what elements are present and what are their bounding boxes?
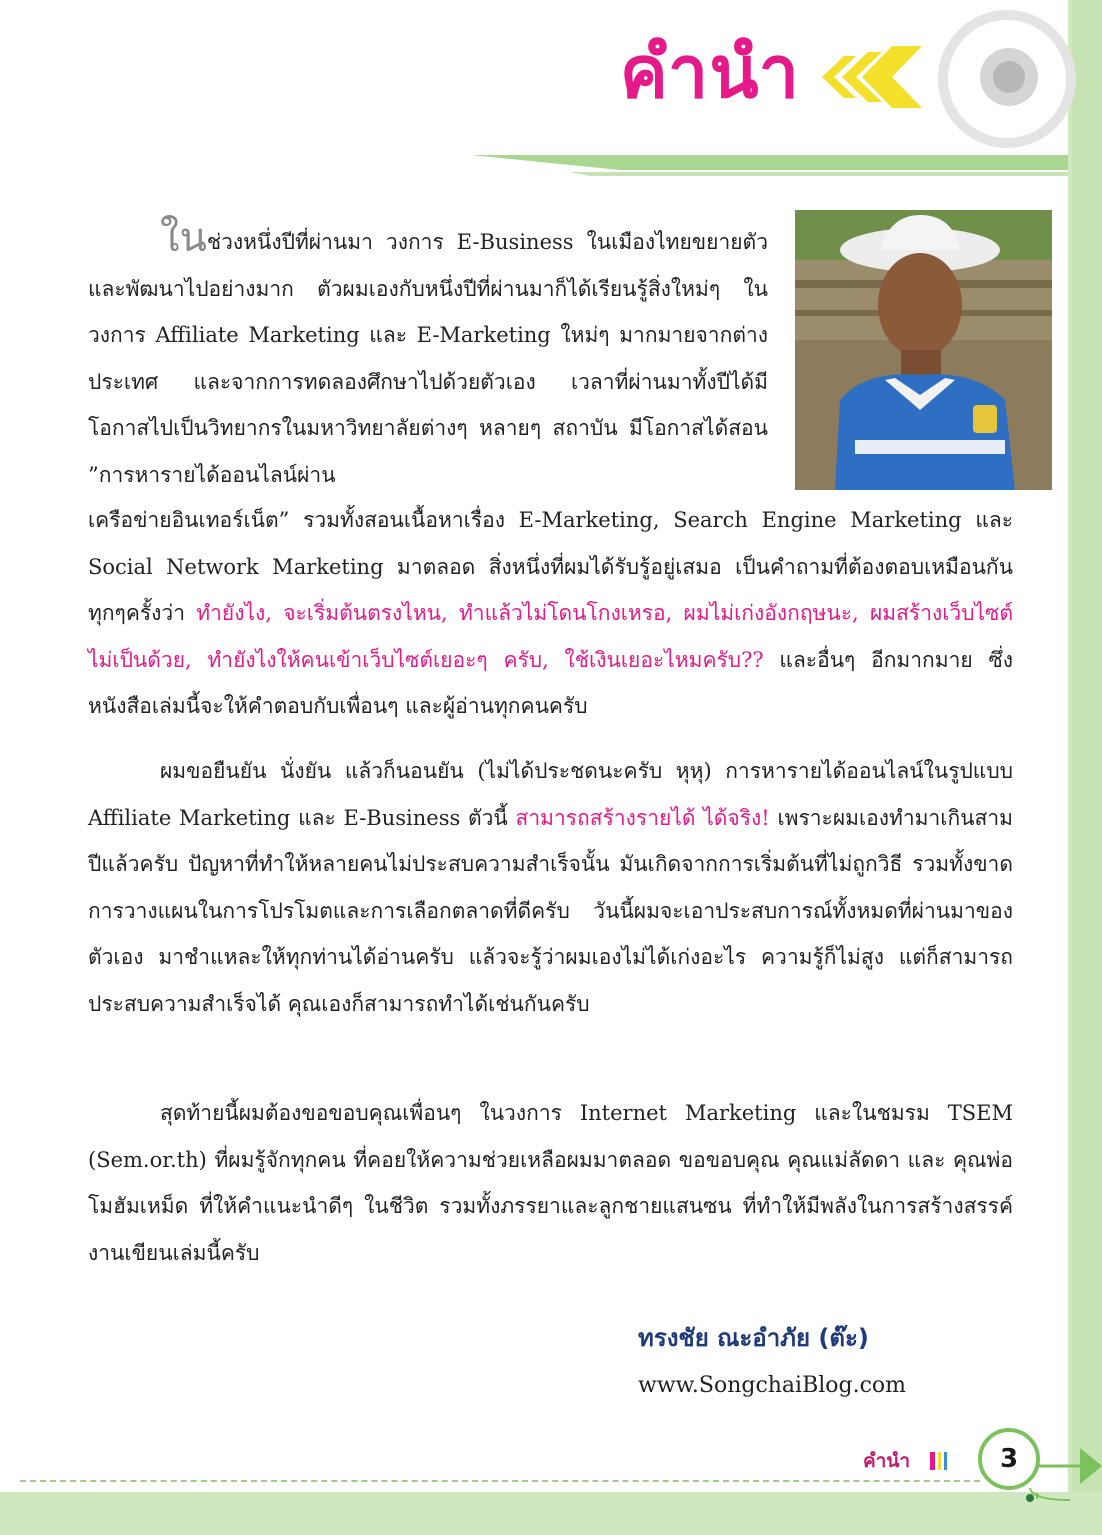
- author-website: www.SongchaiBlog.com: [638, 1373, 907, 1398]
- paragraph-2-text-a: ผมขอยืนยัน นั่งยัน แล้วก็นอนยัน (ไม่ได้ประชดนะครับ หุหุ) การหารายได้ออนไลน์ในรูปแบบ Affiliate Marketing และ E-Business ตัวนี้: [88, 759, 1013, 830]
- paragraph-3-text: สุดท้ายนี้ผมต้องขอขอบคุณเพื่อนๆ ในวงการ Internet Marketing และในชมรม TSEM (Sem.or.th) ที่ผมรู้จักทุกคน ที่คอยให้ความช่วยเหลือผมมาตลอด ขอขอบคุณ คุณแม่ลัดดา และ คุณพ่อโมฮัมเหม็ด ที่ให้คำแนะนำดีๆ ในชีวิต รวมทั้งภรรยาและลูกชายแสนซน ที่ทำให้มีพลังในการสร้างสรรค์งานเขียนเล่มนี้ครับ: [88, 1101, 1013, 1265]
- footer-band: [0, 1492, 1102, 1535]
- paragraph-1-text-c: และอื่นๆ อีกมากมาย ซึ่งหนังสือเล่มนี้จะให้คำตอบกับเพื่อนๆ และผู้อ่านทุกคนครับ: [88, 647, 1013, 718]
- triple-chevron-left-icon: [812, 46, 922, 108]
- author-photo-illustration: [795, 210, 1052, 490]
- paragraph-1-wide-block: [88, 497, 1013, 730]
- paragraph-2: [88, 748, 1013, 1027]
- circle-decoration-core: [993, 61, 1025, 93]
- color-bars-icon: [930, 1452, 950, 1470]
- paragraph-2-highlight: สามารถสร้างรายได้ ได้จริง!: [515, 805, 770, 830]
- right-side-bar-inner: [1072, 0, 1102, 1535]
- footer-dashed-line: [20, 1480, 980, 1482]
- paragraph-1-text-b: เครือข่ายอินเทอร์เน็ต” รวมทั้งสอนเนื้อหาเรื่อง E-Marketing, Search Engine Marketing และ Social Network Marketing มาตลอด สิ่งหนึ่งที่ผมได้รับรู้อยู่เสมอ เป็นคำถามที่ต้องตอบเหมือนกันทุกๆครั้งว่า: [88, 508, 1013, 625]
- paragraph-1-highlight: ทำยังไง, จะเริ่มต้นตรงไหน, ทำแล้วไม่โดนโกงเหรอ, ผมไม่เก่งอังกฤษนะ, ผมสร้างเว็บไซต์ไม่เป็นด้วย, ทำยังไงให้คนเข้าเว็บไซต์เยอะๆ ครับ, ใช้เงินเยอะไหมครับ??: [88, 601, 1013, 672]
- drop-cap-letter: ใน: [160, 215, 207, 261]
- author-name: ทรงชัย ณะอำภัย (ต๊ะ): [638, 1324, 869, 1352]
- page-title: คำนำ: [619, 30, 800, 114]
- footer-section-title: คำนำ: [862, 1450, 910, 1472]
- paragraph-1-narrow-block: [88, 215, 768, 498]
- paragraph-1-text-narrow: ช่วงหนึ่งปีที่ผ่านมา วงการ E-Business ในเมืองไทยขยายตัวและพัฒนาไปอย่างมาก ตัวผมเองกับหนึ่งปีที่ผ่านมาก็ได้เรียนรู้สิ่งใหม่ๆ ในวงการ Affiliate Marketing และ E-Marketing ใหม่ๆ มากมายจากต่างประเทศ และจากการทดลองศึกษาไปด้วยตัวเอง เวลาที่ผ่านมาทั้งปีได้มีโอกาสไปเป็นวิทยากรในมหาวิทยาลัยต่างๆ หลายๆ สถาบัน มีโอกาสได้สอน ”การหารายได้ออนไลน์ผ่าน: [88, 230, 768, 487]
- author-photo: [795, 210, 1052, 490]
- paragraph-2-text-b: เพราะผมเองทำมาเกินสามปีแล้วครับ ปัญหาที่ทำให้หลายคนไม่ประสบความสำเร็จนั้น มันเกิดจากการเริ่มต้นที่ไม่ถูกวิธี รวมทั้งขาดการวางแผนในการโปรโมตและการเลือกตลาดที่ดีครับ วันนี้ผมจะเอาประสบการณ์ทั้งหมดที่ผ่านมาของตัวเอง มาชำแหละให้ทุกท่านได้อ่านครับ แล้วจะรู้ว่าผมเองไม่ได้เก่งอะไร ความรู้ก็ไม่สูง แต่ก็สามารถประสบความสำเร็จได้ คุณเองก็สามารถทำได้เช่นกันครับ: [88, 805, 1013, 1016]
- header-stripe-decoration: [0, 0, 1102, 200]
- page-number: 3: [978, 1428, 1040, 1490]
- paragraph-3: [88, 1090, 1013, 1276]
- page-connector-decoration: [1010, 1488, 1070, 1508]
